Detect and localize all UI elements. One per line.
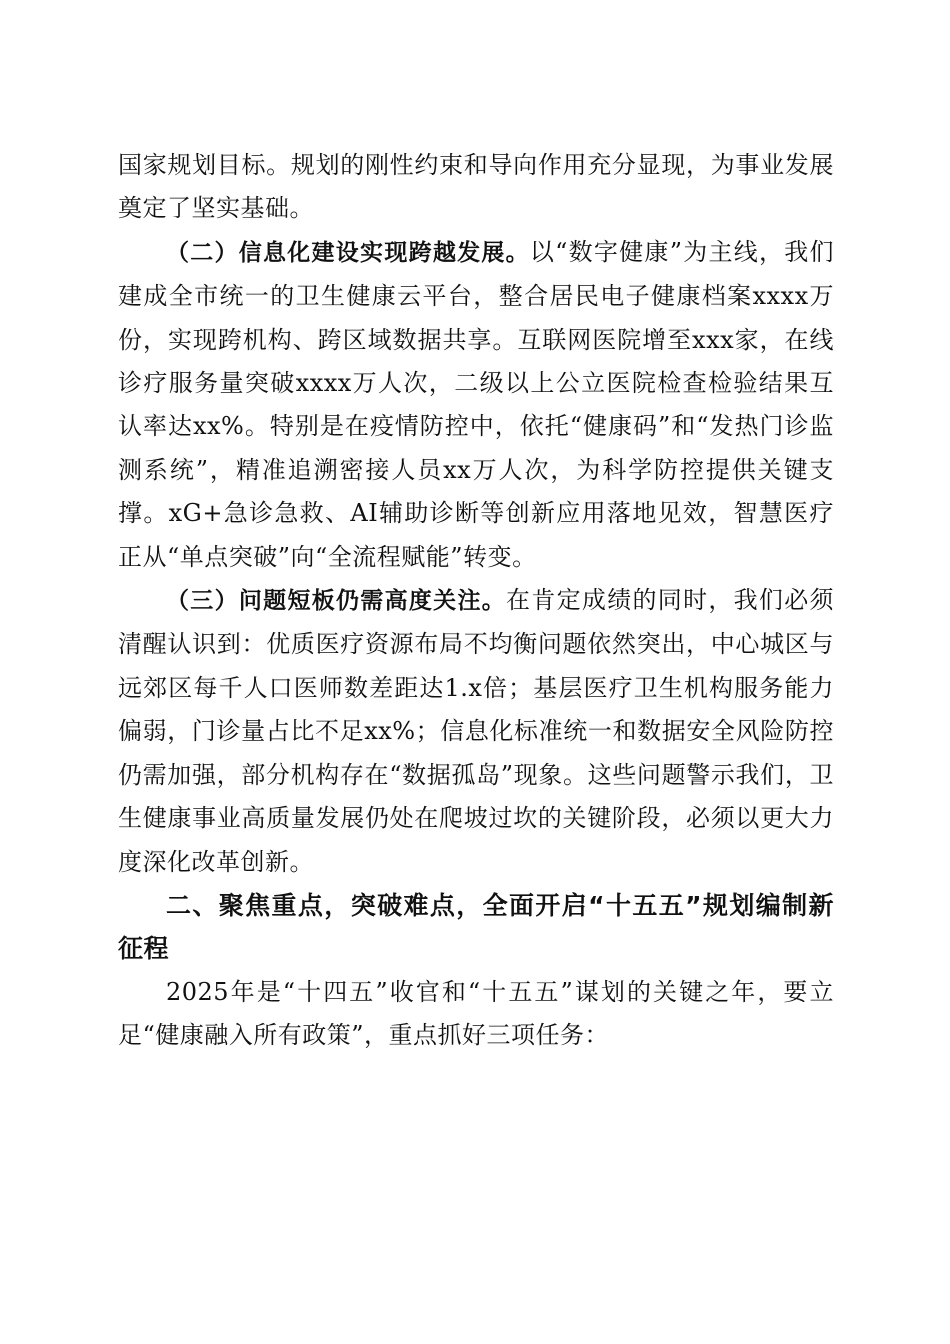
paragraph-informatization — [118, 231, 834, 579]
paragraph-continuation — [118, 144, 834, 231]
paragraph-text: 在肯定成绩的同时，我们必须清醒认识到：优质医疗资源布局不均衡问题依然突出，中心城区与远郊区每千人口医师数差距达1.x倍；基层医疗卫生机构服务能力偏弱，门诊量占比不足xx%；信息化标准统一和数据安全风险防控仍需加强，部分机构存在“数据孤岛”现象。这些问题警示我们，卫生健康事业高质量发展仍处在爬坡过坎的关键阶段，必须以更大力度深化改革创新。 — [118, 586, 835, 876]
paragraph-text: 国家规划目标。规划的刚性约束和导向作用充分显现，为事业发展奠定了坚实基础。 — [118, 151, 834, 223]
paragraph-text: 2025年是“十四五”收官和“十五五”谋划的关键之年，要立足“健康融入所有政策”，重点抓好三项任务： — [118, 977, 834, 1050]
paragraph-problems — [118, 579, 834, 884]
paragraph-lead: （三）问题短板仍需高度关注。 — [166, 588, 507, 615]
section-heading: 二、聚焦重点，突破难点，全面开启“十五五”规划编制新征程 — [118, 890, 834, 964]
paragraph-closing — [118, 971, 834, 1058]
paragraph-text: 以“数字健康”为主线，我们建成全市统一的卫生健康云平台，整合居民电子健康档案xxxx万份，实现跨机构、跨区域数据共享。互联网医院增至xxx家，在线诊疗服务量突破xxxx万人次，二级以上公立医院检查检验结果互认率达xx%。特别是在疫情防控中，依托“健康码”和“发热门诊监测系统”，精准追溯密接人员xx万人次，为科学防控提供关键支撑。xG+急诊急救、AI辅助诊断等创新应用落地见效，智慧医疗正从“单点突破”向“全流程赋能”转变。 — [118, 237, 835, 571]
paragraph-lead: （二）信息化建设实现跨越发展。 — [166, 239, 530, 266]
document-body — [118, 144, 834, 1058]
